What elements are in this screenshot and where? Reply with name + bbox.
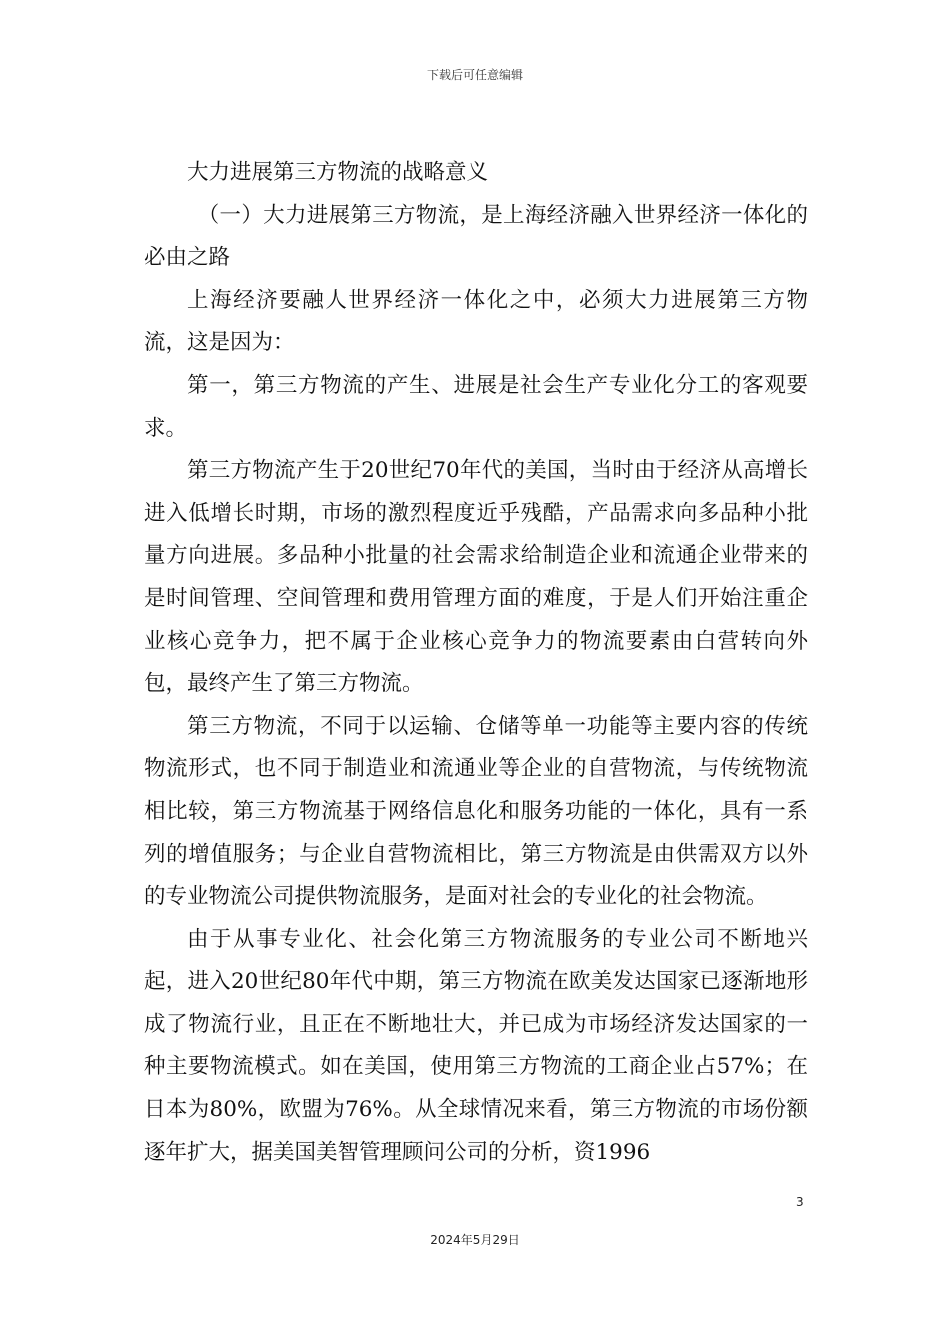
document-title: 大力进展第三方物流的战略意义 [187,160,489,185]
section-subheading: （一）大力进展第三方物流，是上海经济融入世界经济一体化的必由之路 [144,202,808,271]
paragraph-5: 由于从事专业化、社会化第三方物流服务的专业公司不断地兴起，进入20世纪80年代中期，第三方物流在欧美发达国家已逐渐地形成了物流行业，且正在不断地壮大，并已成为市场经济发达国家的一种主要物流模式。如在美国，使用第三方物流的工商企业占57%；在日本为80%，欧盟为76%。从全球情况来看，第三方物流的市场份额逐年扩大，据美国美智管理顾问公司的分析，资1996 [144,926,808,1165]
paragraph-1: 上海经济要融人世界经济一体化之中，必须大力进展第三方物流，这是因为： [144,287,808,356]
page-number: 3 [796,1195,804,1209]
page-header: 下载后可任意编辑 [426,68,523,82]
paragraph-2: 第一，第三方物流的产生、进展是社会生产专业化分工的客观要求。 [144,372,808,441]
paragraph-3: 第三方物流产生于20世纪70年代的美国，当时由于经济从高增长进入低增长时期，市场的激烈程度近乎残酷，产品需求向多品种小批量方向进展。多品种小批量的社会需求给制造企业和流通企业带来的是时间管理、空间管理和费用管理方面的难度，于是人们开始注重企业核心竞争力，把不属于企业核心竞争力的物流要素由白营转向外包，最终产生了第三方物流。 [144,458,808,697]
paragraph-4: 第三方物流，不同于以运输、仓储等单一功能等主要内容的传统物流形式，也不同于制造业和流通业等企业的自营物流，与传统物流相比较，第三方物流基于网络信息化和服务功能的一体化，具有一系列的增值服务；与企业自营物流相比，第三方物流是由供需双方以外的专业物流公司提供物流服务，是面对社会的专业化的社会物流。 [144,713,808,910]
footer-date: 2024年5月29日 [430,1233,520,1247]
document-body [144,152,808,1174]
